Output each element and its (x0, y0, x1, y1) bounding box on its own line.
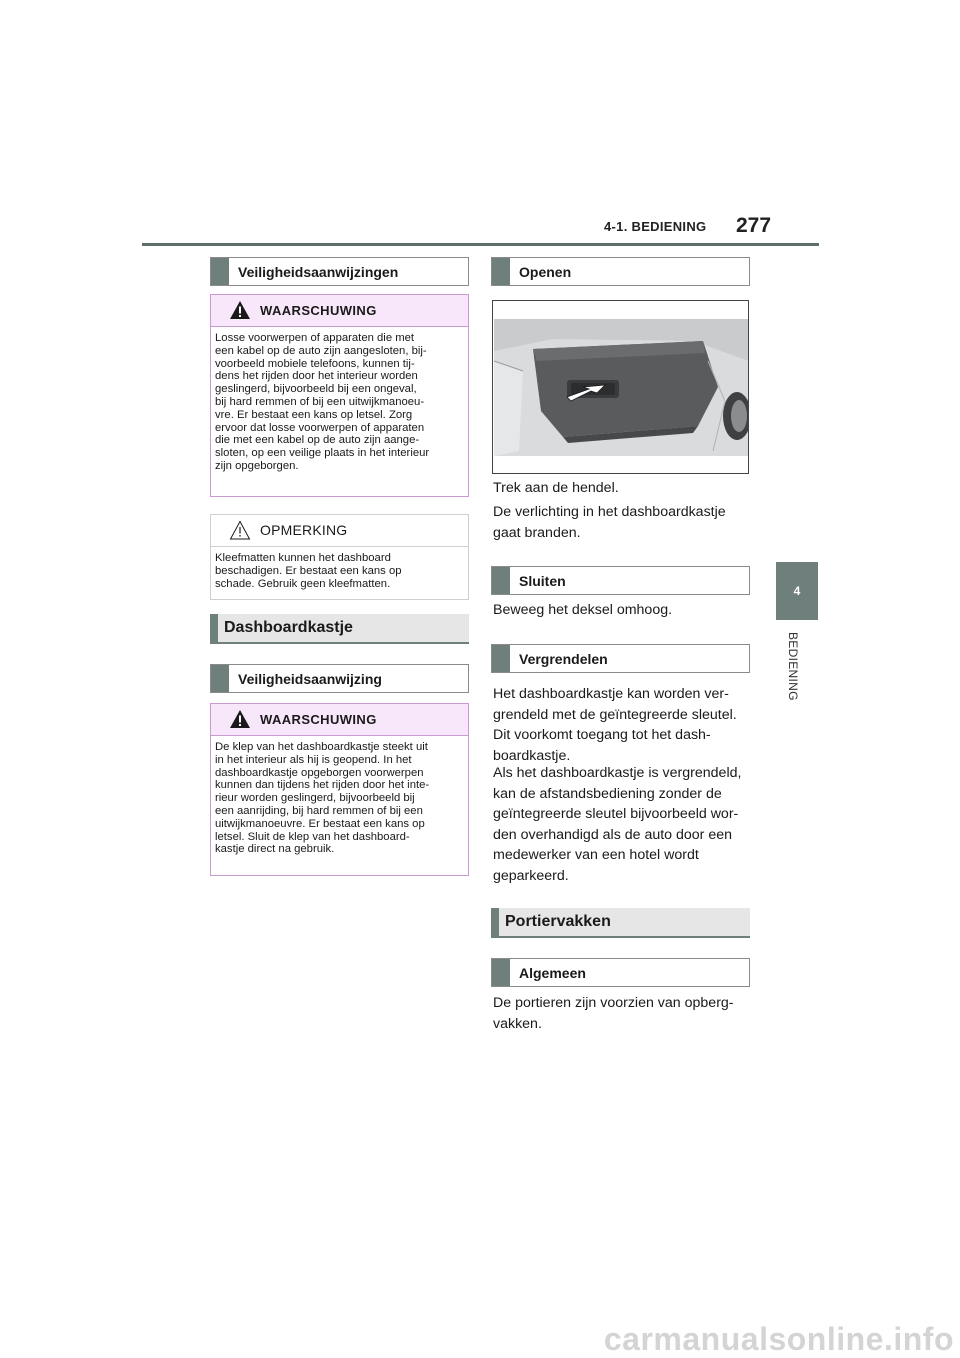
subsection-heading (491, 257, 750, 286)
section-heading (491, 908, 750, 938)
text-line: De klep van het dashboardkastje steekt uit (215, 741, 428, 753)
text-line: voorbeeld mobiele telefoons, kunnen tij- (215, 357, 415, 370)
text-line: Het dashboardkastje kan worden ver- (493, 686, 729, 702)
glovebox-illustration (492, 300, 749, 474)
text-line: een aanrijding, bij hard remmen of bij een (215, 804, 423, 817)
text-line: den overhandigd als de auto door een (493, 826, 733, 843)
subsection-heading-text: Algemeen (519, 965, 586, 981)
note-text (211, 547, 468, 590)
warning-text (211, 327, 468, 473)
warning-header (211, 704, 468, 736)
paragraph (493, 993, 734, 1034)
text-line: ervoor dat losse voorwerpen of apparaten (215, 421, 425, 434)
text-line: Trek aan de hendel. (493, 480, 619, 496)
subsection-heading-text: Vergrendelen (519, 651, 608, 667)
text-line: kan de afstandsbediening zonder de (493, 785, 722, 802)
warning-text (211, 736, 468, 856)
glovebox-photo (493, 301, 749, 474)
safety-heading-text: Veiligheidsaanwijzingen (238, 264, 399, 280)
paragraph (493, 763, 741, 886)
text-line: die met een kabel op de auto zijn aange- (215, 434, 420, 447)
text-line: in het interieur als hij is geopend. In het (215, 753, 412, 766)
warning-header (211, 295, 468, 327)
text-line: medewerker van een hotel wordt (493, 847, 699, 863)
text-line: Dit voorkomt toegang tot het dash- (493, 727, 711, 743)
text-line: geïntegreerde sleutel bijvoorbeeld wor- (493, 806, 739, 822)
safety-heading (210, 257, 469, 286)
warning-title: WAARSCHUWING (260, 303, 377, 318)
text-line: dens het rijden door het interieur worden (215, 370, 418, 383)
text-line: letsel. Sluit de klep van het dashboard- (215, 830, 410, 843)
safety-heading-text: Veiligheidsaanwijzing (238, 671, 382, 687)
section-heading (210, 614, 469, 644)
text-line: geparkeerd. (493, 867, 569, 884)
section-label: 4-1. BEDIENING (604, 219, 707, 234)
subsection-heading-text: Openen (519, 264, 572, 280)
text-line: dashboardkastje opgeborgen voorwerpen (215, 766, 424, 779)
text-line: vre. Er bestaat een kans op letsel. Zorg (215, 408, 413, 421)
text-line: uitwijkmanoeuvre. Er bestaat een kans op (215, 817, 425, 830)
subsection-heading-text: Sluiten (519, 573, 566, 589)
section-heading-text: Portiervakken (505, 913, 611, 930)
subsection-heading (491, 644, 750, 673)
header-rule (142, 243, 819, 246)
text-line: kastje direct na gebruik. (215, 843, 335, 856)
subsection-heading (491, 958, 750, 987)
watermark: carmanualsonline.info (603, 1321, 954, 1357)
paragraph (493, 478, 619, 499)
paragraph (493, 684, 737, 766)
section-heading-text: Dashboardkastje (224, 619, 353, 636)
page-number: 277 (736, 214, 772, 237)
text-line: grendeld met de geïntegreerde sleutel. (493, 706, 737, 723)
text-line: Beweeg het deksel omhoog. (493, 602, 673, 618)
note-header (211, 515, 468, 547)
chapter-tab-label: BEDIENING (786, 632, 800, 701)
subsection-heading (491, 566, 750, 595)
paragraph (493, 502, 726, 543)
text-line: een kabel op de auto zijn aangesloten, bij- (215, 344, 427, 357)
text-line: De verlichting in het dashboardkastje (493, 504, 726, 520)
note-box (210, 514, 469, 600)
chapter-tab: 4 (776, 562, 818, 620)
warning-icon (229, 300, 251, 320)
caution-icon (229, 520, 251, 540)
text-line: zijn opgeborgen. (215, 459, 299, 472)
text-line: beschadigen. Er bestaat een kans op (215, 564, 402, 577)
text-line: boardkastje. (493, 747, 571, 764)
warning-box (210, 703, 469, 876)
text-line: Losse voorwerpen of apparaten die met (215, 332, 415, 344)
note-title: OPMERKING (260, 522, 348, 538)
text-line: sloten, op een veilige plaats in het interieur (215, 447, 430, 460)
warning-icon (229, 709, 251, 729)
text-line: geslingerd, bijvoorbeeld bij een ongeval, (215, 383, 417, 396)
text-line: gaat branden. (493, 524, 581, 541)
paragraph (493, 600, 672, 621)
warning-box (210, 294, 469, 497)
text-line: rieur worden geslingerd, bijvoorbeeld bij (215, 792, 415, 805)
text-line: Als het dashboardkastje is vergrendeld, (493, 765, 742, 781)
text-line: kunnen dan tijdens het rijden door het inte- (215, 779, 430, 792)
text-line: Kleefmatten kunnen het dashboard (215, 552, 391, 564)
text-line: schade. Gebruik geen kleefmatten. (215, 577, 391, 590)
text-line: bij hard remmen of bij een uitwijkmanoeu- (215, 395, 425, 408)
safety-heading (210, 664, 469, 693)
text-line: vakken. (493, 1015, 542, 1032)
warning-title: WAARSCHUWING (260, 712, 377, 727)
text-line: De portieren zijn voorzien van opberg- (493, 995, 734, 1011)
